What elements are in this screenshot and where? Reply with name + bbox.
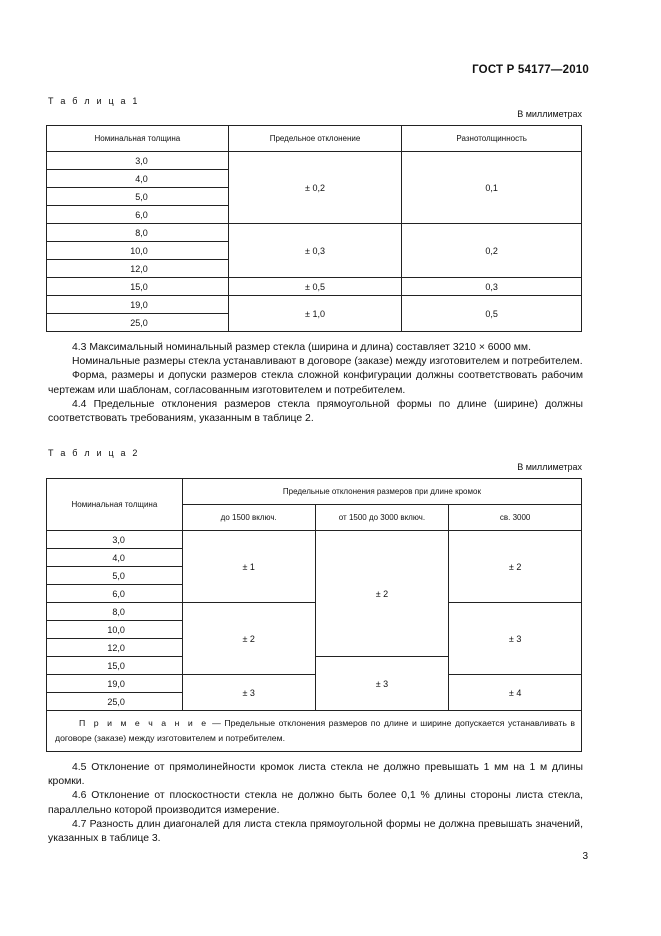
table2-thickness-cell: 3,0	[47, 531, 183, 549]
table1-unit: В миллиметрах	[517, 109, 582, 119]
table1-variation-cell: 0,1	[402, 152, 582, 224]
table1-thickness-cell: 8,0	[47, 224, 229, 242]
table2-subheader: до 1500 включ.	[182, 505, 315, 531]
table1-thickness-cell: 4,0	[47, 170, 229, 188]
table1-thickness-cell: 12,0	[47, 260, 229, 278]
table1-deviation-cell: ± 1,0	[228, 296, 402, 332]
table2-col3-cell: ± 2	[449, 531, 582, 603]
table2-col2-cell: ± 2	[315, 531, 449, 657]
table2-thickness-cell: 4,0	[47, 549, 183, 567]
table1-thickness-cell: 25,0	[47, 314, 229, 332]
section-4-3-4-4	[48, 341, 583, 426]
table2-col2-cell: ± 3	[315, 657, 449, 711]
table2-thickness-cell: 12,0	[47, 639, 183, 657]
table2-subheader: от 1500 до 3000 включ.	[315, 505, 449, 531]
table1-thickness-cell: 5,0	[47, 188, 229, 206]
table1-thickness-cell: 6,0	[47, 206, 229, 224]
paragraph: Форма, размеры и допуски размеров стекла сложной конфигурации должны соответствовать рабочим чертежам или шаблонам, согласованным изготовителем и потребителем.	[48, 370, 583, 396]
note-text: — Предельные отклонения размеров по длине и ширине допускается устанавливать в договоре (заказе) между изготовителем и потребителем.	[55, 718, 576, 743]
table1-deviation-cell: ± 0,2	[228, 152, 402, 224]
table1-thickness-cell: 3,0	[47, 152, 229, 170]
table1-thickness-cell: 10,0	[47, 242, 229, 260]
table1-thickness-cell: 19,0	[47, 296, 229, 314]
table2-col3-cell: ± 3	[449, 603, 582, 675]
table2-col3-cell: ± 4	[449, 675, 582, 711]
table2-subheader: св. 3000	[449, 505, 582, 531]
table1-header-deviation: Предельное отклонение	[228, 126, 402, 152]
table1-deviation-cell: ± 0,5	[228, 278, 402, 296]
table2-thickness-cell: 10,0	[47, 621, 183, 639]
table2-thickness-cell: 6,0	[47, 585, 183, 603]
table2-header-thickness: Номинальная толщина	[47, 479, 183, 531]
table2-thickness-cell: 15,0	[47, 657, 183, 675]
table1-header-thickness: Номинальная толщина	[47, 126, 229, 152]
table1	[46, 125, 582, 332]
table2	[46, 478, 582, 752]
standard-number: ГОСТ Р 54177—2010	[472, 64, 589, 76]
page-number: 3	[582, 851, 588, 862]
table1-deviation-cell: ± 0,3	[228, 224, 402, 278]
table1-variation-cell: 0,3	[402, 278, 582, 296]
table2-thickness-cell: 19,0	[47, 675, 183, 693]
paragraph: 4.3 Максимальный номинальный размер стекла (ширина и длина) составляет 3210 × 6000 мм.	[72, 342, 531, 353]
paragraph: 4.6 Отклонение от плоскостности стекла не должно быть более 0,1 % длины стороны листа стекла, параллельно которой производится измерение.	[48, 790, 583, 816]
table1-header-variation: Разнотолщинность	[402, 126, 582, 152]
table2-note	[47, 711, 582, 752]
table2-col1-cell: ± 3	[182, 675, 315, 711]
table2-thickness-cell: 8,0	[47, 603, 183, 621]
table2-col1-cell: ± 1	[182, 531, 315, 603]
paragraph: 4.7 Разность длин диагоналей для листа стекла прямоугольной формы не должна превышать значений, указанных в таблице 3.	[48, 818, 583, 845]
table1-variation-cell: 0,2	[402, 224, 582, 278]
table2-unit: В миллиметрах	[517, 462, 582, 472]
table1-thickness-cell: 15,0	[47, 278, 229, 296]
table1-variation-cell: 0,5	[402, 296, 582, 332]
note-label: П р и м е ч а н и е	[79, 718, 209, 728]
table2-thickness-cell: 25,0	[47, 693, 183, 711]
section-4-5-4-7	[48, 761, 583, 846]
paragraph: 4.5 Отклонение от прямолинейности кромок листа стекла не должно превышать 1 мм на 1 м длины кромки.	[48, 762, 583, 788]
table1-caption: Т а б л и ц а 1	[48, 96, 140, 106]
table2-header-group: Предельные отклонения размеров при длине кромок	[182, 479, 581, 505]
paragraph: Номинальные размеры стекла устанавливают в договоре (заказе) между изготовителем и потребителем.	[72, 356, 583, 368]
table2-caption: Т а б л и ц а 2	[48, 448, 140, 458]
paragraph: 4.4 Предельные отклонения размеров стекла прямоугольной формы по длине (ширине) должны соответствовать требованиям, указанным в таблице 2.	[48, 398, 583, 425]
table2-col1-cell: ± 2	[182, 603, 315, 675]
table2-thickness-cell: 5,0	[47, 567, 183, 585]
